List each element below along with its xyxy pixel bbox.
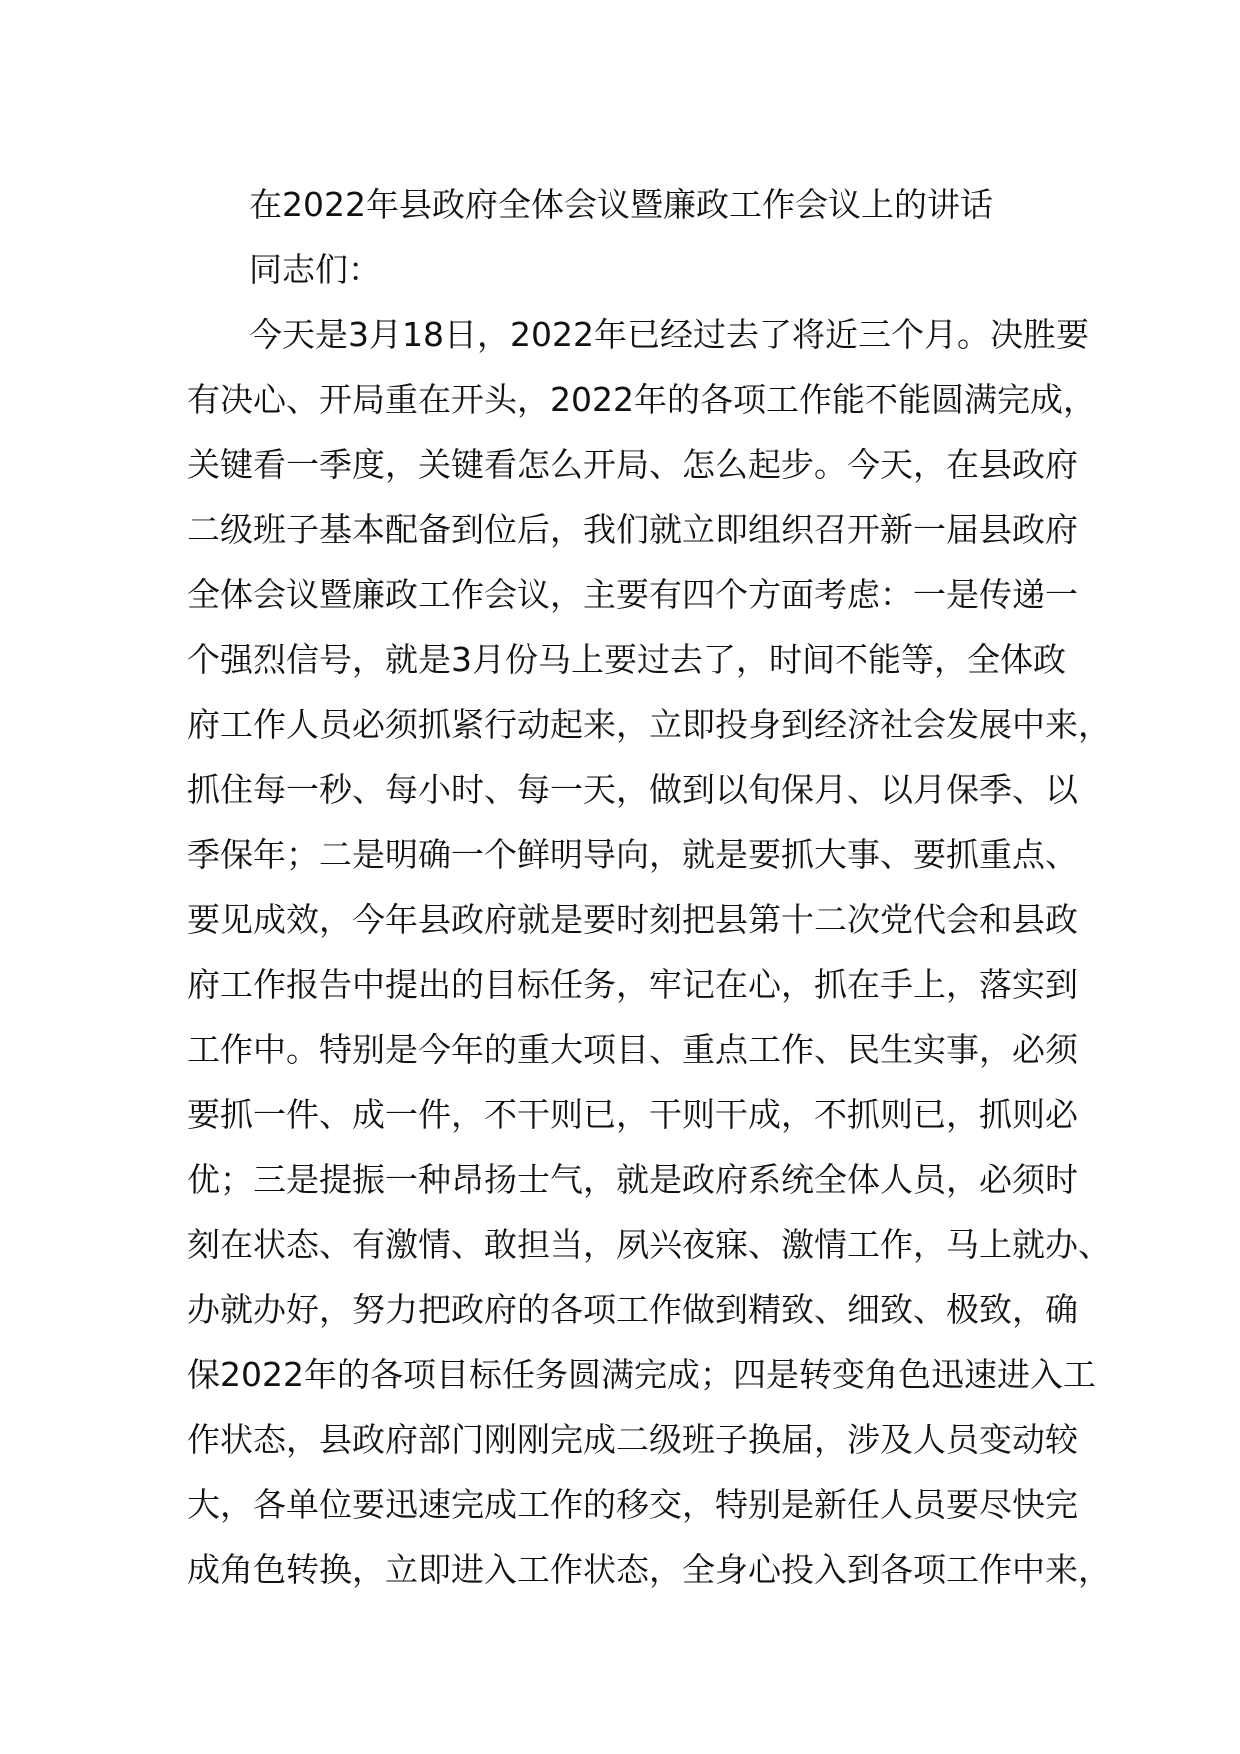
paragraph-line: 保2022年的各项目标任务圆满完成；四是转变角色迅速进入工 (187, 1355, 1096, 1394)
paragraph-line: 二级班子基本配备到位后，我们就立即组织召开新一届县政府 (187, 510, 1078, 549)
paragraph-line: 作状态，县政府部门刚刚完成二级班子换届，涉及人员变动较 (187, 1420, 1078, 1459)
paragraph-line: 今天是3月18日，2022年已经过去了将近三个月。决胜要 (249, 315, 1089, 354)
paragraph-line: 要见成效，今年县政府就是要时刻把县第十二次党代会和县政 (187, 900, 1078, 939)
document-title: 在2022年县政府全体会议暨廉政工作会议上的讲话 (249, 185, 993, 224)
paragraph-line: 大，各单位要迅速完成工作的移交，特别是新任人员要尽快完 (187, 1485, 1078, 1524)
document-body (187, 172, 1111, 1602)
paragraph-line: 关键看一季度，关键看怎么开局、怎么起步。今天，在县政府 (187, 445, 1078, 484)
paragraph-line: 办就办好，努力把政府的各项工作做到精致、细致、极致，确 (187, 1290, 1078, 1329)
paragraph-line: 全体会议暨廉政工作会议，主要有四个方面考虑：一是传递一 (187, 575, 1078, 614)
paragraph-line: 优；三是提振一种昂扬士气，就是政府系统全体人员，必须时 (187, 1160, 1078, 1199)
paragraph-line: 抓住每一秒、每小时、每一天，做到以旬保月、以月保季、以 (187, 770, 1078, 809)
paragraph-line: 刻在状态、有激情、敢担当，夙兴夜寐、激情工作，马上就办、 (187, 1225, 1111, 1264)
salutation: 同志们： (249, 250, 381, 289)
paragraph-line: 府工作人员必须抓紧行动起来，立即投身到经济社会发展中来， (187, 705, 1111, 744)
paragraph-line: 个强烈信号，就是3月份马上要过去了，时间不能等，全体政 (187, 640, 1066, 679)
paragraph-line: 有决心、开局重在开头，2022年的各项工作能不能圆满完成， (187, 380, 1096, 419)
paragraph-line: 府工作报告中提出的目标任务，牢记在心，抓在手上，落实到 (187, 965, 1078, 1004)
paragraph-line: 成角色转换，立即进入工作状态，全身心投入到各项工作中来， (187, 1550, 1111, 1589)
paragraph-line: 要抓一件、成一件，不干则已，干则干成，不抓则已，抓则必 (187, 1095, 1078, 1134)
paragraph-line: 工作中。特别是今年的重大项目、重点工作、民生实事，必须 (187, 1030, 1078, 1069)
paragraph-line: 季保年；二是明确一个鲜明导向，就是要抓大事、要抓重点、 (187, 835, 1078, 874)
